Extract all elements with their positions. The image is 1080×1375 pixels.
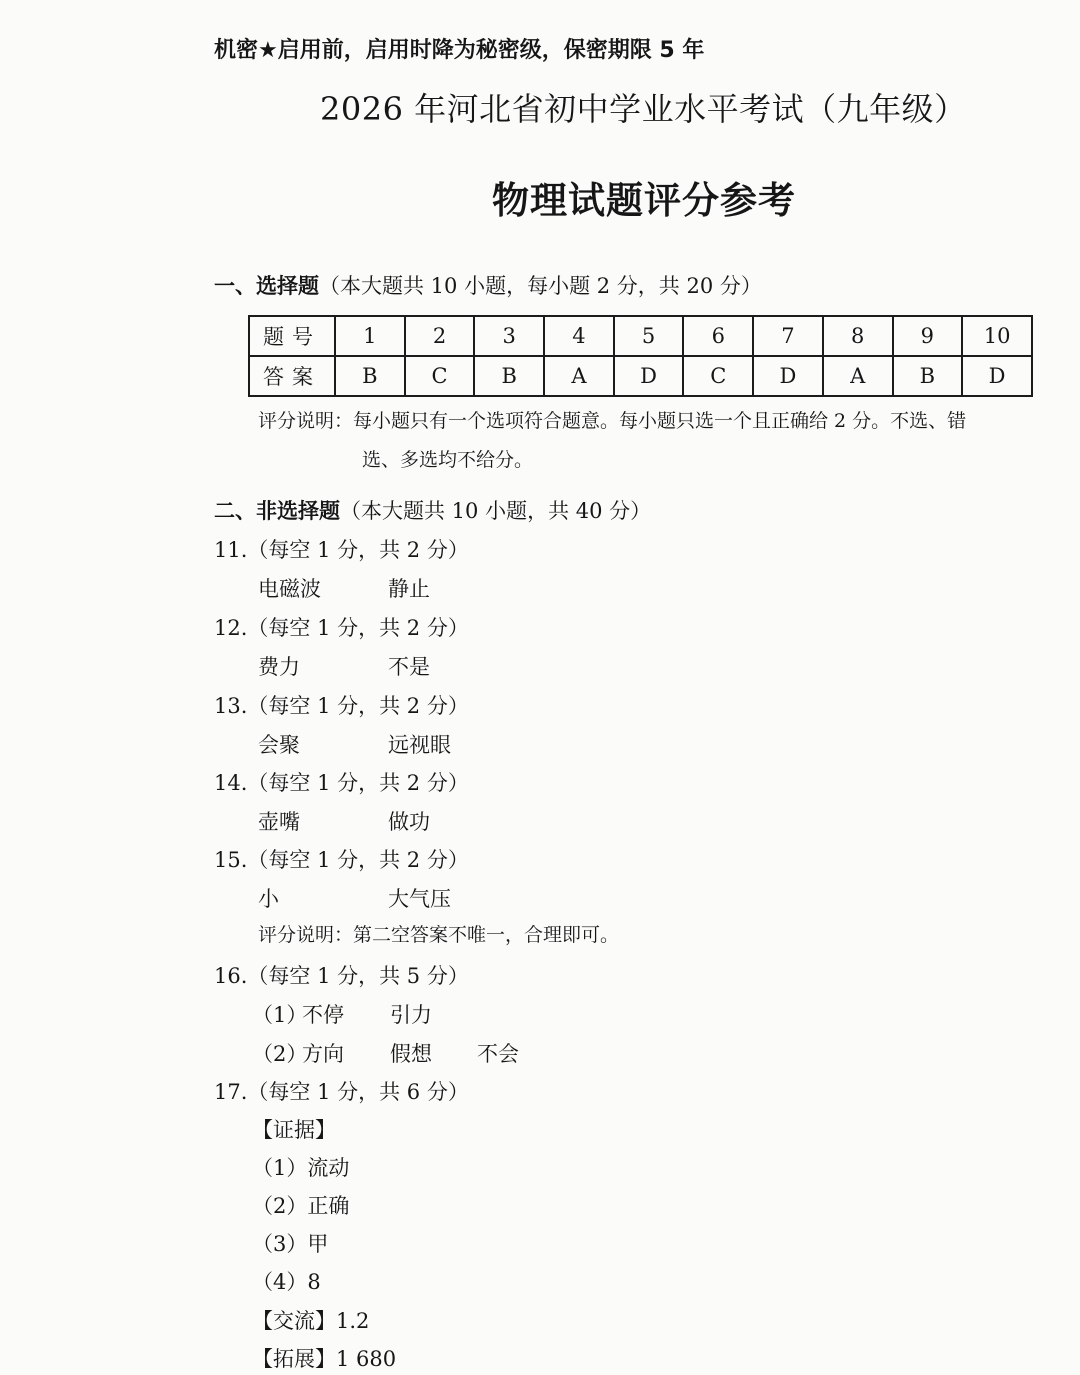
q12-answer-1: 费力 bbox=[258, 655, 300, 679]
q16-part2-answer-3: 不会 bbox=[477, 1042, 519, 1066]
q17-exchange-label: 【交流】 bbox=[252, 1309, 336, 1333]
q11-heading: 11.（每空 1 分，共 2 分） bbox=[214, 538, 469, 562]
table-cell-answer: B bbox=[893, 356, 963, 396]
q15-answer-2: 大气压 bbox=[388, 887, 451, 911]
table-cell-number: 7 bbox=[753, 316, 823, 356]
q17-heading: 17.（每空 1 分，共 6 分） bbox=[214, 1080, 469, 1104]
q14-answer-1: 壶嘴 bbox=[258, 810, 300, 834]
q17-part1: （1）流动 bbox=[252, 1156, 350, 1180]
table-cell-number: 5 bbox=[614, 316, 684, 356]
table-cell-number: 2 bbox=[405, 316, 475, 356]
table-cell-number: 3 bbox=[474, 316, 544, 356]
section2-number: 二、 bbox=[214, 499, 256, 523]
section1-number: 一、 bbox=[214, 274, 256, 298]
scoring-note-line1: 评分说明：每小题只有一个选项符合题意。每小题只选一个且正确给 2 分。不选、错 bbox=[258, 410, 967, 432]
q17-part3: （3）甲 bbox=[252, 1232, 329, 1256]
q15-answer-1: 小 bbox=[258, 887, 279, 911]
table-cell-answer: D bbox=[753, 356, 823, 396]
q16-part2-label: （2） bbox=[252, 1042, 308, 1066]
table-cell-answer: C bbox=[683, 356, 753, 396]
table-cell-answer: A bbox=[544, 356, 614, 396]
q16-part2-answer-1: 方向 bbox=[302, 1042, 344, 1066]
q17-exchange bbox=[252, 1305, 369, 1335]
q12-heading: 12.（每空 1 分，共 2 分） bbox=[214, 616, 469, 640]
answer-table bbox=[248, 315, 1033, 397]
table-cell-answer: C bbox=[405, 356, 475, 396]
q16-part1-answer-2: 引力 bbox=[390, 1003, 432, 1027]
table-row-numbers bbox=[249, 316, 1032, 356]
section2-name: 非选择题 bbox=[256, 499, 340, 523]
q12-answer-2: 不是 bbox=[388, 655, 430, 679]
q16-part1-label: （1） bbox=[252, 1003, 308, 1027]
q17-part2: （2）正确 bbox=[252, 1194, 350, 1218]
q13-answer-2: 远视眼 bbox=[388, 733, 451, 757]
q15-heading: 15.（每空 1 分，共 2 分） bbox=[214, 848, 469, 872]
q17-part4: （4）8 bbox=[252, 1270, 321, 1294]
table-cell-number: 4 bbox=[544, 316, 614, 356]
q15-scoring-note: 评分说明：第二空答案不唯一，合理即可。 bbox=[258, 924, 620, 946]
table-cell-answer: B bbox=[335, 356, 405, 396]
table-row-label: 答案 bbox=[249, 356, 335, 396]
section2-heading bbox=[214, 495, 651, 525]
table-cell-number: 9 bbox=[893, 316, 963, 356]
q13-heading: 13.（每空 1 分，共 2 分） bbox=[214, 694, 469, 718]
table-cell-answer: D bbox=[962, 356, 1032, 396]
table-cell-number: 1 bbox=[335, 316, 405, 356]
q17-extend-value: 1 680 bbox=[336, 1347, 397, 1371]
table-cell-number: 10 bbox=[962, 316, 1032, 356]
table-row-answers bbox=[249, 356, 1032, 396]
section1-name: 选择题 bbox=[256, 274, 319, 298]
table-cell-number: 6 bbox=[683, 316, 753, 356]
q11-answer-1: 电磁波 bbox=[258, 577, 321, 601]
table-cell-answer: B bbox=[474, 356, 544, 396]
section1-heading bbox=[214, 270, 762, 300]
section1-detail: （本大题共 10 小题，每小题 2 分，共 20 分） bbox=[319, 274, 762, 298]
q14-answer-2: 做功 bbox=[388, 810, 430, 834]
secrecy-notice: 机密★启用前，启用时降为秘密级，保密期限 5 年 bbox=[214, 38, 705, 63]
q17-extend-label: 【拓展】 bbox=[252, 1347, 336, 1371]
table-cell-answer: D bbox=[614, 356, 684, 396]
q17-evidence-label: 【证据】 bbox=[252, 1118, 336, 1142]
q16-heading: 16.（每空 1 分，共 5 分） bbox=[214, 964, 469, 988]
q14-heading: 14.（每空 1 分，共 2 分） bbox=[214, 771, 469, 795]
q17-extend bbox=[252, 1343, 396, 1373]
q16-part2-answer-2: 假想 bbox=[390, 1042, 432, 1066]
q17-exchange-value: 1.2 bbox=[336, 1309, 370, 1333]
scoring-note-line2: 选、多选均不给分。 bbox=[362, 449, 534, 471]
table-cell-answer: A bbox=[823, 356, 893, 396]
q11-answer-2: 静止 bbox=[388, 577, 430, 601]
document-title: 物理试题评分参考 bbox=[492, 179, 796, 222]
table-row-label: 题号 bbox=[249, 316, 335, 356]
exam-title: 2026 年河北省初中学业水平考试（九年级） bbox=[320, 90, 967, 128]
table-cell-number: 8 bbox=[823, 316, 893, 356]
section2-detail: （本大题共 10 小题，共 40 分） bbox=[340, 499, 652, 523]
q16-part1-answer-1: 不停 bbox=[302, 1003, 344, 1027]
q13-answer-1: 会聚 bbox=[258, 733, 300, 757]
